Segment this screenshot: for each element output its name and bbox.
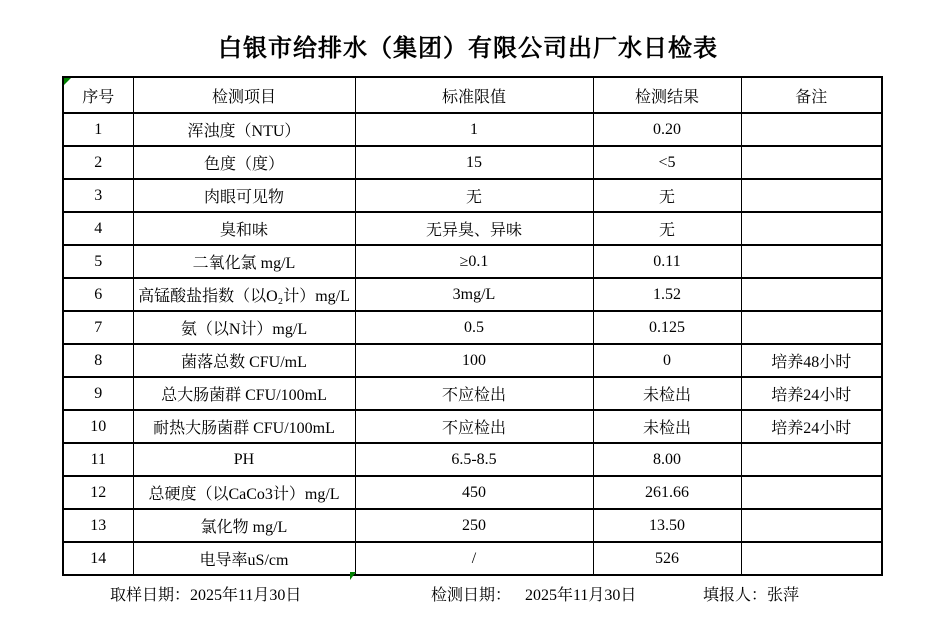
- cell-item: 臭和味: [133, 212, 355, 245]
- cell-result: 1.52: [593, 278, 741, 311]
- table-body: [63, 113, 882, 575]
- cell-limit: 450: [355, 476, 593, 509]
- reporter-group: [703, 582, 799, 605]
- cell-limit: 15: [355, 146, 593, 179]
- cell-seq: 4: [63, 212, 133, 245]
- cell-remark: [741, 476, 882, 509]
- cell-remark: [741, 113, 882, 146]
- cell-error-marker-icon: [64, 78, 71, 85]
- cell-seq: 14: [63, 542, 133, 575]
- cell-seq: 13: [63, 509, 133, 542]
- table-row: [63, 443, 882, 476]
- test-date-group: [431, 582, 636, 605]
- cell-item: 肉眼可见物: [133, 179, 355, 212]
- cell-seq: 10: [63, 410, 133, 443]
- water-daily-check-table: [62, 76, 883, 576]
- sampling-date-value: 2025年11月30日: [190, 587, 302, 604]
- cell-seq: 11: [63, 443, 133, 476]
- cell-result: 无: [593, 212, 741, 245]
- cell-seq: 12: [63, 476, 133, 509]
- cell-limit: /: [355, 542, 593, 575]
- cell-seq: 8: [63, 344, 133, 377]
- table-row: [63, 278, 882, 311]
- cell-limit: 250: [355, 509, 593, 542]
- cell-limit: 0.5: [355, 311, 593, 344]
- reporter-name: 张萍: [767, 587, 800, 604]
- cell-result: 261.66: [593, 476, 741, 509]
- cell-seq: 2: [63, 146, 133, 179]
- cell-remark: [741, 245, 882, 278]
- cell-remark: [741, 311, 882, 344]
- test-date-value: 2025年11月30日: [525, 587, 637, 604]
- cell-item: 电导率uS/cm: [133, 542, 355, 575]
- cell-limit: ≥0.1: [355, 245, 593, 278]
- cell-result: 526: [593, 542, 741, 575]
- cell-result: 0.11: [593, 245, 741, 278]
- cell-limit: 3mg/L: [355, 278, 593, 311]
- cell-limit: 100: [355, 344, 593, 377]
- cell-result: 无: [593, 179, 741, 212]
- header-item: 检测项目: [133, 77, 355, 113]
- cell-item: 总大肠菌群 CFU/100mL: [133, 377, 355, 410]
- cell-remark: [741, 443, 882, 476]
- cell-item: PH: [133, 443, 355, 476]
- cell-result: 13.50: [593, 509, 741, 542]
- cell-result: 未检出: [593, 377, 741, 410]
- header-seq: 序号: [63, 77, 133, 113]
- table-row: [63, 179, 882, 212]
- cell-item: 色度（度）: [133, 146, 355, 179]
- table-row: [63, 113, 882, 146]
- table-row: [63, 476, 882, 509]
- header-row: [63, 77, 882, 113]
- cell-limit: 不应检出: [355, 410, 593, 443]
- cell-remark: [741, 509, 882, 542]
- cell-item: 氯化物 mg/L: [133, 509, 355, 542]
- cell-limit: 无异臭、异味: [355, 212, 593, 245]
- cell-limit: 6.5-8.5: [355, 443, 593, 476]
- table-row: [63, 410, 882, 443]
- cell-limit: 1: [355, 113, 593, 146]
- cell-result: 8.00: [593, 443, 741, 476]
- page-title: 白银市给排水（集团）有限公司出厂水日检表: [218, 36, 718, 62]
- cell-item: 菌落总数 CFU/mL: [133, 344, 355, 377]
- header-result: 检测结果: [593, 77, 741, 113]
- test-date-label: 检测日期：: [431, 587, 512, 604]
- cell-error-marker-bottom-icon: [350, 572, 356, 580]
- table-row: [63, 344, 882, 377]
- cell-item: 浑浊度（NTU）: [133, 113, 355, 146]
- cell-seq: 9: [63, 377, 133, 410]
- cell-remark: 培养24小时: [741, 377, 882, 410]
- cell-item: 耐热大肠菌群 CFU/100mL: [133, 410, 355, 443]
- cell-result: 未检出: [593, 410, 741, 443]
- cell-item: 氨（以N计）mg/L: [133, 311, 355, 344]
- cell-limit: 不应检出: [355, 377, 593, 410]
- sampling-date-label: 取样日期：: [110, 587, 191, 604]
- header-limit: 标准限值: [355, 77, 593, 113]
- cell-remark: [741, 212, 882, 245]
- cell-result: 0.20: [593, 113, 741, 146]
- cell-item: 二氧化氯 mg/L: [133, 245, 355, 278]
- cell-seq: 3: [63, 179, 133, 212]
- table-row: [63, 146, 882, 179]
- cell-result: 0: [593, 344, 741, 377]
- table-header: [63, 77, 882, 113]
- cell-remark: 培养48小时: [741, 344, 882, 377]
- cell-result: <5: [593, 146, 741, 179]
- header-remark: 备注: [741, 77, 882, 113]
- cell-remark: [741, 542, 882, 575]
- cell-item: 总硬度（以CaCo3计）mg/L: [133, 476, 355, 509]
- cell-remark: [741, 278, 882, 311]
- cell-remark: [741, 179, 882, 212]
- cell-result: 0.125: [593, 311, 741, 344]
- cell-seq: 1: [63, 113, 133, 146]
- cell-item: 高锰酸盐指数（以O₂计）mg/L: [133, 278, 355, 311]
- reporter-label: 填报人：: [703, 587, 768, 604]
- cell-seq: 6: [63, 278, 133, 311]
- table-row: [63, 311, 882, 344]
- cell-remark: [741, 146, 882, 179]
- cell-seq: 7: [63, 311, 133, 344]
- table-row: [63, 212, 882, 245]
- cell-remark: 培养24小时: [741, 410, 882, 443]
- cell-limit: 无: [355, 179, 593, 212]
- sampling-date-group: [110, 582, 301, 605]
- table-row: [63, 377, 882, 410]
- table-row: [63, 542, 882, 575]
- table-row: [63, 509, 882, 542]
- table-row: [63, 245, 882, 278]
- cell-seq: 5: [63, 245, 133, 278]
